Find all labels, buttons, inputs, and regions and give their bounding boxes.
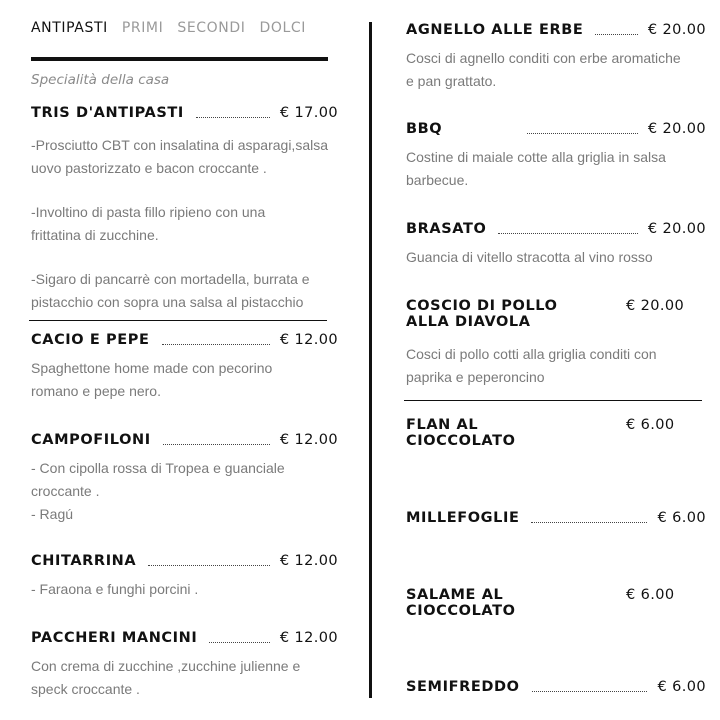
item-name-line: CIOCCOLATO xyxy=(406,603,516,619)
menu-item-paccheri-mancini xyxy=(31,630,338,701)
menu-item-flan-al-cioccolato xyxy=(406,417,706,449)
dotted-leader xyxy=(196,116,270,118)
desc-line: Cosci di pollo cotti alla griglia conditi con xyxy=(406,346,657,362)
dotted-leader xyxy=(148,564,270,566)
item-name: PACCHERI MANCINI xyxy=(31,630,198,646)
desc-line: - Faraona e funghi porcini . xyxy=(31,581,199,597)
item-description xyxy=(31,357,338,403)
item-price: € 20.00 xyxy=(647,121,706,137)
item-name: CACIO E PEPE xyxy=(31,332,150,348)
item-name-line: SALAME AL xyxy=(406,587,504,603)
dotted-leader xyxy=(162,343,270,345)
section-subtitle: Specialità della casa xyxy=(31,72,170,88)
desc-line: -Prosciutto CBT con insalatina di asparagi,salsa xyxy=(31,137,329,153)
item-price: € 20.00 xyxy=(647,221,706,237)
desc-line: Con crema di zucchine ,zucchine julienne e xyxy=(31,658,301,674)
item-description xyxy=(31,134,338,314)
item-price: € 6.00 xyxy=(657,510,706,526)
dotted-leader xyxy=(498,232,637,234)
dotted-leader xyxy=(531,521,647,523)
column-divider xyxy=(369,22,372,698)
item-name: TRIS D'ANTIPASTI xyxy=(31,105,184,121)
desc-line: speck croccante . xyxy=(31,681,140,697)
item-price: € 12.00 xyxy=(279,332,338,348)
dotted-leader xyxy=(209,641,269,643)
item-name-line: ALLA DIAVOLA xyxy=(406,314,531,330)
menu-item-coscio-di-pollo xyxy=(406,298,706,389)
left-menu-column xyxy=(31,0,338,720)
item-name: SEMIFREDDO xyxy=(406,679,520,695)
item-description xyxy=(406,343,706,389)
item-description xyxy=(406,47,706,93)
desc-line: uovo pastorizzato e bacon croccante . xyxy=(31,160,267,176)
desc-line: Cosci di agnello conditi con erbe aromatiche xyxy=(406,50,681,66)
menu-item-tris-antipasti xyxy=(31,105,338,314)
desc-line: Spaghettone home made con pecorino xyxy=(31,360,273,376)
item-name: BBQ xyxy=(406,121,443,137)
item-name-line: COSCIO DI POLLO xyxy=(406,298,558,314)
menu-item-semifreddo xyxy=(406,679,706,695)
menu-item-salame-al-cioccolato xyxy=(406,587,706,619)
item-price: € 20.00 xyxy=(626,298,685,314)
menu-item-agnello-alle-erbe xyxy=(406,22,706,93)
item-name-line: CIOCCOLATO xyxy=(406,433,516,449)
item-description xyxy=(31,457,338,526)
section-separator xyxy=(404,400,702,401)
desc-line: -Sigaro di pancarrè con mortadella, burrata e xyxy=(31,271,310,287)
item-price: € 20.00 xyxy=(647,22,706,38)
section-separator xyxy=(29,320,327,321)
desc-line: paprika e peperoncino xyxy=(406,369,545,385)
desc-line: Guancia di vitello stracotta al vino rosso xyxy=(406,249,653,265)
menu-item-chitarrina xyxy=(31,553,338,601)
desc-line: - Ragú xyxy=(31,506,74,522)
desc-line: pistacchio con sopra una salsa al pistacchio xyxy=(31,294,304,310)
menu-item-campofiloni xyxy=(31,432,338,526)
item-name: MILLEFOGLIE xyxy=(406,510,520,526)
desc-line: -Involtino di pasta fillo ripieno con una xyxy=(31,204,266,220)
desc-line: romano e pepe nero. xyxy=(31,383,161,399)
tab-primi[interactable]: PRIMI xyxy=(121,20,164,36)
desc-line: e pan grattato. xyxy=(406,73,497,89)
item-name-line: FLAN AL xyxy=(406,417,479,433)
tab-antipasti[interactable]: ANTIPASTI xyxy=(31,20,108,36)
dotted-leader xyxy=(163,443,270,445)
item-description xyxy=(31,655,338,701)
item-description xyxy=(406,246,706,269)
desc-line: barbecue. xyxy=(406,172,469,188)
item-price: € 12.00 xyxy=(279,553,338,569)
desc-line: frittatina di zucchine. xyxy=(31,227,159,243)
tab-secondi[interactable]: SECONDI xyxy=(177,20,246,36)
item-description xyxy=(406,146,706,192)
item-name: AGNELLO ALLE ERBE xyxy=(406,22,584,38)
item-price: € 12.00 xyxy=(279,432,338,448)
dotted-leader xyxy=(527,132,638,134)
desc-line: croccante . xyxy=(31,483,100,499)
desc-line: - Con cipolla rossa di Tropea e guanciale xyxy=(31,460,285,476)
desc-line: Costine di maiale cotte alla griglia in salsa xyxy=(406,149,666,165)
item-price: € 6.00 xyxy=(657,679,706,695)
item-name: CAMPOFILONI xyxy=(31,432,151,448)
item-description xyxy=(31,578,338,601)
menu-item-bbq xyxy=(406,121,706,192)
desc-line xyxy=(31,247,338,268)
item-price: € 6.00 xyxy=(626,417,675,433)
item-name: BRASATO xyxy=(406,221,487,237)
dotted-leader xyxy=(595,33,637,35)
dotted-leader xyxy=(532,690,648,692)
item-price: € 6.00 xyxy=(626,587,675,603)
item-price: € 12.00 xyxy=(279,630,338,646)
item-price: € 17.00 xyxy=(279,105,338,121)
desc-line xyxy=(31,180,338,201)
menu-item-cacio-e-pepe xyxy=(31,332,338,403)
item-name: CHITARRINA xyxy=(31,553,137,569)
menu-item-millefoglie xyxy=(406,510,706,526)
right-menu-column xyxy=(406,0,706,720)
tab-dolci[interactable]: DOLCI xyxy=(259,20,306,36)
menu-item-brasato xyxy=(406,221,706,269)
